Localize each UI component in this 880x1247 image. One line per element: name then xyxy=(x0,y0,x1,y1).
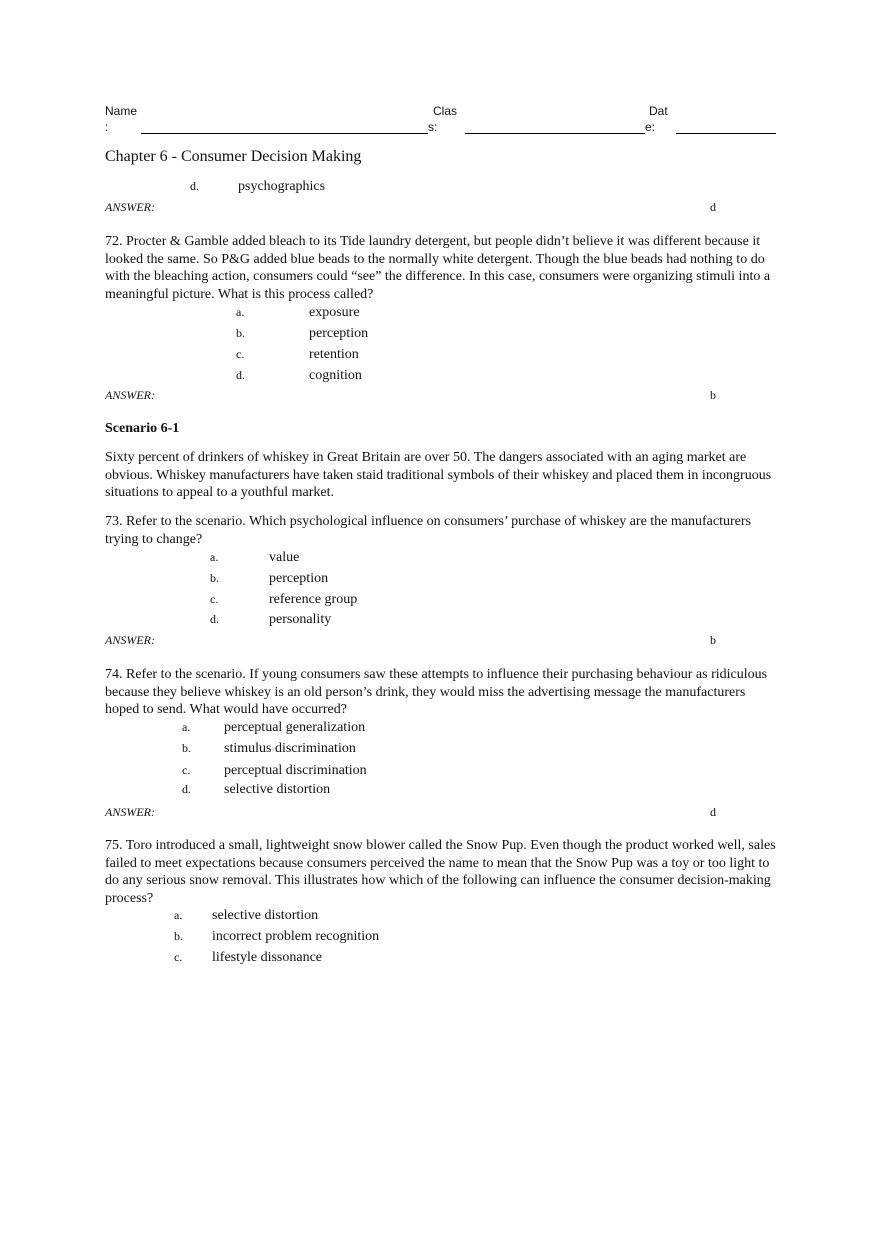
date-field-line[interactable] xyxy=(676,133,776,134)
q73-option-text: perception xyxy=(269,571,329,586)
name-label: Name xyxy=(105,104,138,118)
scenario-title: Scenario 6-1 xyxy=(105,421,180,436)
q73-question-text: 73. Refer to the scenario. Which psychological influence on consumers’ purchase of whiskey are the manufacturers trying to change? xyxy=(105,514,751,547)
date-label: Dat xyxy=(649,104,668,118)
q74-answer-label: ANSWER: xyxy=(105,805,155,819)
q72-option-text: exposure xyxy=(309,305,360,320)
name-field-line[interactable] xyxy=(141,133,428,134)
q71-answer-value: d xyxy=(710,200,716,214)
q72-option-letter: a. xyxy=(236,305,245,319)
q73-answer-value: b xyxy=(710,633,716,647)
q74-option-letter: d. xyxy=(182,782,191,796)
chapter-title: Chapter 6 - Consumer Decision Making xyxy=(105,148,362,165)
q74-option-letter: a. xyxy=(182,720,191,734)
q72-option-letter: d. xyxy=(236,368,245,382)
q73-option-text: reference group xyxy=(269,592,358,607)
q74-option-letter: c. xyxy=(182,763,191,777)
q73-option-letter: a. xyxy=(210,550,219,564)
name-label-colon: : xyxy=(105,120,109,134)
q74-answer-value: d xyxy=(710,805,716,819)
q72-question-text: 72. Procter & Gamble added bleach to its Tide laundry detergent, but people didn’t believe it was different because it looked the same. So P&G added blue beads to the normally white detergent. Though the blue beads had nothing to do with the bleaching action, consumers could “see” the difference. In this case, consumers were organizing stimuli into a meaningful picture. What is this process called? xyxy=(105,234,771,302)
q75-question-text: 75. Toro introduced a small, lightweight snow blower called the Snow Pup. Even though the product worked well, sales failed to meet expectations because consumers perceived the name to mean that the Snow Pup was a toy or too light to do any serious snow removal. This illustrates how which of the following can influence the consumer decision-making process? xyxy=(105,838,776,906)
q72-option-text: cognition xyxy=(309,368,362,383)
class-label-suffix: s: xyxy=(428,120,438,134)
q72-option-letter: c. xyxy=(236,347,245,361)
q73-option-text: value xyxy=(269,550,300,565)
q75-option-letter: c. xyxy=(174,950,183,964)
q74-option-text: perceptual generalization xyxy=(224,720,366,735)
q72-answer-label: ANSWER: xyxy=(105,388,155,402)
q73-option-letter: d. xyxy=(210,612,219,626)
q74-question-text: 74. Refer to the scenario. If young consumers saw these attempts to influence their purchasing behaviour as ridiculous because they believe whiskey is an old person’s drink, they would miss the advertising message the manufacturers hoped to send. What would have occurred? xyxy=(105,667,768,717)
scenario-text: Sixty percent of drinkers of whiskey in Great Britain are over 50. The dangers associated with an aging market are obvious. Whiskey manufacturers have taken staid traditional symbols of their whiskey and placed them in incongruous situations to appeal to a youthful market. xyxy=(105,450,772,500)
q73-option-text: personality xyxy=(269,612,332,627)
q75-option-letter: a. xyxy=(174,908,183,922)
q73-option-letter: b. xyxy=(210,571,219,585)
q74-option-text: perceptual discrimination xyxy=(224,763,367,778)
q74-option-text: selective distortion xyxy=(224,782,331,797)
q73-answer-label: ANSWER: xyxy=(105,633,155,647)
q74-option-text: stimulus discrimination xyxy=(224,741,356,756)
q72-option-text: perception xyxy=(309,326,369,341)
q75-option-letter: b. xyxy=(174,929,183,943)
q71-option-letter: d. xyxy=(190,179,199,193)
q75-option-text: selective distortion xyxy=(212,908,319,923)
q72-option-letter: b. xyxy=(236,326,245,340)
date-label-suffix: e: xyxy=(645,120,656,134)
q75-option-text: lifestyle dissonance xyxy=(212,950,323,965)
q75-option-text: incorrect problem recognition xyxy=(212,929,380,944)
q73-option-letter: c. xyxy=(210,592,219,606)
q72-answer-value: b xyxy=(710,388,716,402)
q74-option-letter: b. xyxy=(182,741,191,755)
class-label: Clas xyxy=(433,104,458,118)
q71-option-text: psychographics xyxy=(238,179,326,194)
class-field-line[interactable] xyxy=(465,133,645,134)
q72-option-text: retention xyxy=(309,347,359,362)
q71-answer-label: ANSWER: xyxy=(105,200,155,214)
